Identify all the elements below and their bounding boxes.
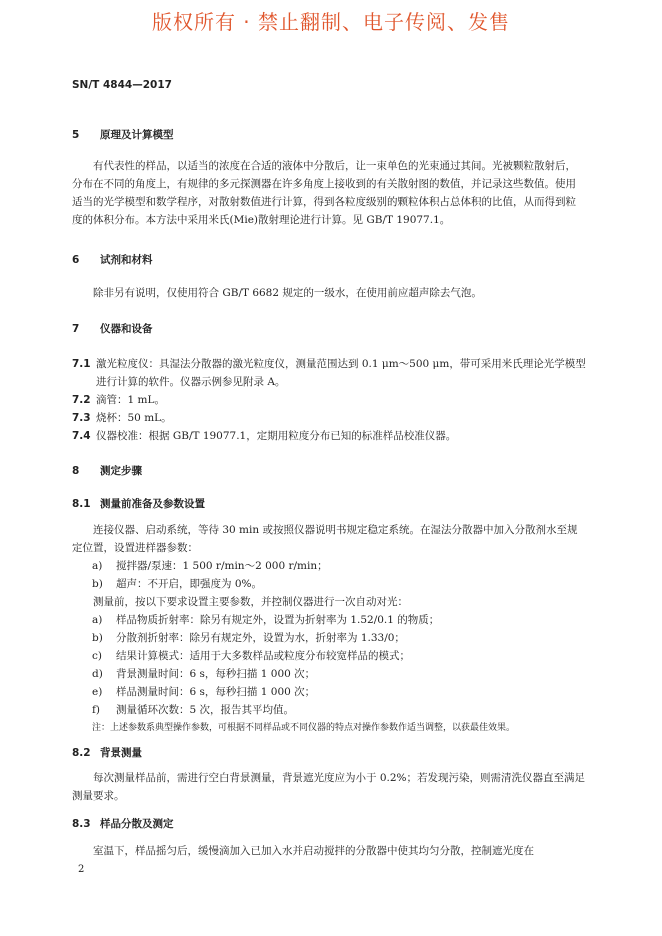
page-number: 2 bbox=[78, 864, 85, 875]
clause-text: 仪器校准：根据 GB/T 19077.1，定期用粒度分布已知的标准样品校准仪器。 bbox=[96, 430, 457, 442]
clause-text: 滴管：1 mL。 bbox=[96, 394, 165, 406]
clause-text: 烧杯：50 mL。 bbox=[96, 412, 172, 424]
subsection-8-1-paragraph: 连接仪器、启动系统，等待 30 min 或按照仪器说明书规定稳定系统。在湿法分散器中加入分散剂水至规定位置，设置进样器参数： bbox=[72, 524, 578, 554]
section-8-heading bbox=[72, 463, 142, 478]
clause-7-1 bbox=[72, 355, 586, 391]
list-text: 样品测量时间：6 s，每秒扫描 1 000 次； bbox=[116, 686, 316, 698]
list-item bbox=[92, 611, 439, 629]
clause-number: 7.1 bbox=[72, 358, 91, 370]
section-7-heading bbox=[72, 321, 153, 336]
section-title: 原理及计算模型 bbox=[100, 129, 174, 141]
list-label: d) bbox=[92, 668, 103, 680]
section-number: 8 bbox=[72, 465, 80, 477]
subsection-title: 背景测量 bbox=[100, 747, 142, 759]
section-title: 仪器和设备 bbox=[100, 323, 153, 335]
copyright-banner: 版权所有 · 禁止翻制、电子传阅、发售 bbox=[151, 10, 511, 34]
clause-7-4 bbox=[72, 427, 456, 445]
section-6-paragraph: 除非另有说明，仅使用符合 GB/T 6682 规定的一级水，在使用前应超声除去气泡。 bbox=[93, 287, 482, 299]
list-text: 样品物质折射率：除另有规定外，设置为折射率为 1.52/0.1 的物质； bbox=[116, 614, 440, 626]
list-label: c) bbox=[92, 650, 102, 662]
list-label: b) bbox=[92, 578, 103, 590]
subsection-number: 8.2 bbox=[72, 747, 91, 759]
section-title: 试剂和材料 bbox=[100, 254, 153, 266]
list-text: 结果计算模式：适用于大多数样品或粒度分布较宽样品的模式； bbox=[116, 650, 410, 662]
list-item bbox=[92, 665, 315, 683]
list-text: 搅拌器/泵速：1 500 r/min～2 000 r/min； bbox=[116, 560, 328, 572]
subsection-title: 测量前准备及参数设置 bbox=[100, 498, 205, 510]
subsection-8-1-paragraph-2: 测量前，按以下要求设置主要参数，并控制仪器进行一次自动对光： bbox=[93, 596, 408, 608]
list-item bbox=[92, 557, 328, 575]
section-number: 5 bbox=[72, 129, 80, 141]
note: 注：上述参数系典型操作参数，可根据不同样品或不同仪器的特点对操作参数作适当调整，以获最佳效果。 bbox=[92, 723, 516, 733]
list-text: 测量循环次数：5 次，报告其平均值。 bbox=[116, 704, 295, 716]
standard-number: SN/T 4844—2017 bbox=[72, 79, 172, 91]
section-number: 7 bbox=[72, 323, 80, 335]
list-item bbox=[92, 647, 410, 665]
list-label: a) bbox=[92, 560, 103, 572]
subsection-number: 8.3 bbox=[72, 818, 91, 830]
list-label: a) bbox=[92, 614, 103, 626]
clause-number: 7.2 bbox=[72, 394, 91, 406]
clause-text: 激光粒度仪：具湿法分散器的激光粒度仪，测量范围达到 0.1 μm～500 μm，带可采用米氏理论光学模型进行计算的软件。仪器示例参见附录 A。 bbox=[96, 358, 586, 388]
clause-7-3 bbox=[72, 409, 172, 427]
section-number: 6 bbox=[72, 254, 80, 266]
section-5-heading bbox=[72, 127, 174, 142]
subsection-8-1-heading bbox=[72, 496, 205, 511]
subsection-8-2-paragraph: 每次测量样品前，需进行空白背景测量，背景遮光度应为小于 0.2%；若发现污染，则需清洗仪器直至满足测量要求。 bbox=[72, 772, 586, 802]
list-item bbox=[92, 701, 294, 719]
list-item bbox=[92, 629, 405, 647]
subsection-8-2-heading bbox=[72, 745, 142, 760]
section-5-paragraph: 有代表性的样品，以适当的浓度在合适的液体中分散后，让一束单色的光束通过其间。光被颗粒散射后，分布在不同的角度上，有规律的多元探测器在许多角度上接收到的有关散射图的数值，并记录这些数值。使用适当的光学模型和数学程序，对散射数值进行计算，得到各粒度级别的颗粒体积占总体积的比值，从而得到粒度的体积分布。本方法中采用米氏(Mie)散射理论进行计算。见 GB/T 19077.1。 bbox=[72, 160, 576, 226]
list-item bbox=[92, 575, 262, 593]
list-label: e) bbox=[92, 686, 103, 698]
clause-7-2 bbox=[72, 391, 165, 409]
section-title: 测定步骤 bbox=[100, 465, 142, 477]
clause-number: 7.3 bbox=[72, 412, 91, 424]
list-item bbox=[92, 683, 315, 701]
subsection-title: 样品分散及测定 bbox=[100, 818, 174, 830]
clause-number: 7.4 bbox=[72, 430, 91, 442]
section-6-heading bbox=[72, 252, 153, 267]
list-text: 背景测量时间：6 s，每秒扫描 1 000 次； bbox=[116, 668, 316, 680]
list-text: 超声：不开启，即强度为 0%。 bbox=[116, 578, 262, 590]
list-label: f) bbox=[92, 704, 100, 716]
list-label: b) bbox=[92, 632, 103, 644]
subsection-number: 8.1 bbox=[72, 498, 91, 510]
subsection-8-3-heading bbox=[72, 816, 174, 831]
subsection-8-3-paragraph: 室温下，样品摇匀后，缓慢滴加入已加入水并启动搅拌的分散器中使其均匀分散，控制遮光度在 bbox=[93, 845, 534, 857]
list-text: 分散剂折射率：除另有规定外，设置为水，折射率为 1.33/0； bbox=[116, 632, 405, 644]
